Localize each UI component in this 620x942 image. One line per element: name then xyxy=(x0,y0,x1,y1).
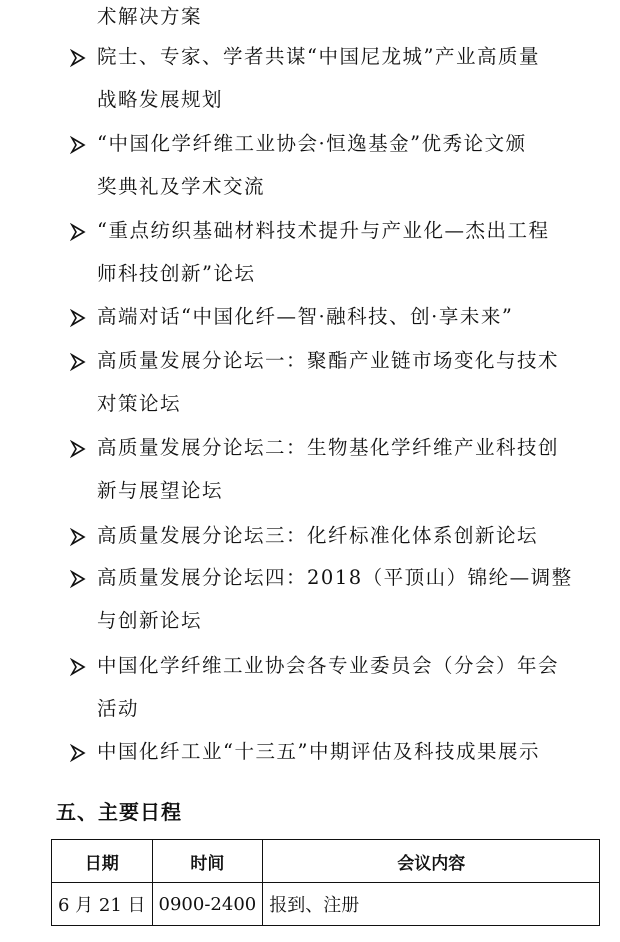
list-item: “重点纺织基础材料技术提升与产业化—杰出工程 xyxy=(97,219,550,242)
content-cell: 报到、注册 xyxy=(263,883,600,926)
section-heading: 五、主要日程 xyxy=(56,800,182,824)
list-item: 高质量发展分论坛三：化纤标准化体系创新论坛 xyxy=(97,524,539,547)
time-cell: 0900-2400 xyxy=(152,883,263,926)
arrowhead-bullet-icon xyxy=(70,47,86,69)
list-item: “中国化学纤维工业协会·恒逸基金”优秀论文颁 xyxy=(97,132,527,155)
list-item: 高质量发展分论坛一：聚酯产业链市场变化与技术 xyxy=(97,349,560,372)
list-item-continuation: 战略发展规划 xyxy=(97,88,224,111)
arrowhead-bullet-icon xyxy=(70,307,86,329)
list-item: 高质量发展分论坛四：2018（平顶山）锦纶—调整 xyxy=(97,566,573,589)
list-item-continuation: 新与展望论坛 xyxy=(97,479,224,502)
list-item-continuation: 对策论坛 xyxy=(97,392,182,415)
list-item-continuation: 活动 xyxy=(97,697,140,720)
table-header-row xyxy=(52,840,600,883)
arrowhead-bullet-icon xyxy=(70,568,86,590)
table-row xyxy=(52,883,600,926)
column-header-time: 时间 xyxy=(152,840,263,883)
arrowhead-bullet-icon xyxy=(70,438,86,460)
arrowhead-bullet-icon xyxy=(70,351,86,373)
list-item: 中国化纤工业“十三五”中期评估及科技成果展示 xyxy=(97,740,540,763)
list-item: 中国化学纤维工业协会各专业委员会（分会）年会 xyxy=(97,654,560,677)
list-item: 高质量发展分论坛二：生物基化学纤维产业科技创 xyxy=(97,436,560,459)
column-header-content: 会议内容 xyxy=(263,840,600,883)
schedule-table xyxy=(51,839,600,926)
arrowhead-bullet-icon xyxy=(70,656,86,678)
column-header-date: 日期 xyxy=(52,840,153,883)
list-item: 院士、专家、学者共谋“中国尼龙城”产业高质量 xyxy=(97,45,540,68)
list-item: 术解决方案 xyxy=(97,5,203,28)
arrowhead-bullet-icon xyxy=(70,134,86,156)
date-cell: 6 月 21 日 xyxy=(52,883,153,926)
list-item-continuation: 奖典礼及学术交流 xyxy=(97,175,266,198)
arrowhead-bullet-icon xyxy=(70,221,86,243)
list-item-continuation: 师科技创新”论坛 xyxy=(97,262,256,285)
list-item: 高端对话“中国化纤—智·融科技、创·享未来” xyxy=(97,305,514,328)
arrowhead-bullet-icon xyxy=(70,526,86,548)
list-item-continuation: 与创新论坛 xyxy=(97,609,203,632)
arrowhead-bullet-icon xyxy=(70,742,86,764)
